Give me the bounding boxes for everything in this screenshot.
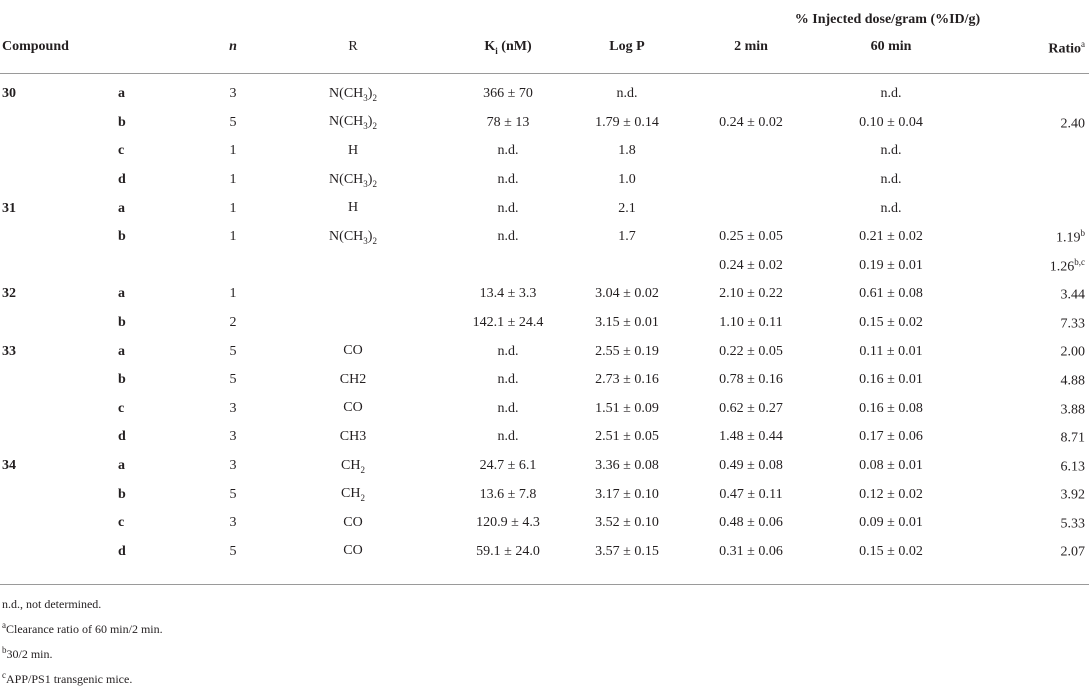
footnote: $^b$30/2 min.	[2, 645, 53, 661]
cell-compound	[0, 509, 118, 538]
cell-logp: 3.17 ± 0.10	[595, 486, 659, 502]
table-row	[0, 480, 1089, 509]
cell-ratio: 2.07	[1060, 545, 1085, 561]
footnote: $^c$APP/PS1 transgenic mice.	[2, 670, 133, 686]
cell-r: $CH_2$	[341, 486, 365, 503]
cell-n: 3	[208, 74, 258, 109]
cell-60min: 0.19 ± 0.01	[859, 257, 923, 273]
cell-r	[258, 252, 448, 281]
cell-2min	[686, 74, 816, 109]
cell-60min: 0.21 ± 0.02	[859, 229, 923, 245]
cell-60min: n.d.	[880, 143, 902, 159]
cell-60min: 0.16 ± 0.01	[859, 372, 923, 388]
cell-2min: 0.47 ± 0.11	[719, 486, 783, 502]
header-row-group	[0, 0, 1089, 31]
header-2min: 2 min	[734, 39, 768, 54]
cell-ratio: 5.33	[1060, 516, 1085, 532]
cell-2min: 0.78 ± 0.16	[719, 372, 783, 388]
cell-r: $CH_2$	[341, 457, 365, 475]
cell-letter: c	[118, 143, 125, 159]
table-row	[0, 166, 1089, 195]
cell-n: 2	[229, 315, 237, 331]
cell-n	[208, 252, 258, 281]
cell-logp: 1.51 ± 0.09	[595, 400, 659, 416]
cell-r: CO	[343, 343, 363, 359]
cell-2min	[686, 166, 816, 195]
cell-compound	[0, 395, 118, 424]
cell-letter	[118, 252, 208, 281]
header-60min: 60 min	[870, 39, 912, 54]
cell-compound: 31	[2, 200, 16, 216]
cell-letter: b	[118, 114, 126, 130]
table-row	[0, 280, 1089, 309]
header-ki: $K_i$ (nM)	[484, 39, 532, 56]
table-bottom-rule	[0, 584, 1089, 585]
cell-n: 1	[229, 172, 237, 188]
table-row	[0, 366, 1089, 395]
cell-r: CO	[343, 400, 363, 416]
cell-logp: 3.36 ± 0.08	[595, 458, 659, 474]
cell-60min: 0.09 ± 0.01	[859, 515, 923, 531]
cell-logp	[568, 252, 686, 281]
cell-letter: c	[118, 400, 125, 416]
cell-60min: 0.16 ± 0.08	[859, 400, 923, 416]
cell-logp: 1.79 ± 0.14	[595, 114, 659, 130]
cell-letter: b	[118, 486, 126, 502]
cell-r	[258, 280, 448, 309]
cell-compound	[0, 166, 118, 195]
cell-ki: 142.1 ± 24.4	[472, 315, 544, 331]
cell-ratio: 8.71	[1060, 430, 1085, 446]
cell-letter: a	[118, 200, 125, 216]
cell-ki: n.d.	[497, 400, 519, 416]
table-row	[0, 452, 1089, 481]
cell-logp: 2.51 ± 0.05	[595, 429, 659, 445]
cell-r: CH2	[339, 371, 367, 387]
cell-compound: 33	[2, 343, 16, 359]
table-body	[0, 74, 1089, 567]
cell-ratio	[966, 74, 1089, 109]
cell-2min	[686, 137, 816, 166]
cell-letter: b	[118, 372, 126, 388]
cell-n: 5	[229, 372, 237, 388]
cell-letter: d	[118, 543, 126, 559]
cell-compound	[0, 252, 118, 281]
cell-r: H	[347, 143, 359, 159]
cell-logp: 2.55 ± 0.19	[595, 343, 659, 359]
cell-ki: 120.9 ± 4.3	[476, 515, 540, 531]
cell-2min: 0.24 ± 0.02	[719, 257, 783, 273]
cell-compound	[0, 309, 118, 338]
cell-logp: 3.15 ± 0.01	[595, 315, 659, 331]
cell-logp: 3.57 ± 0.15	[595, 543, 659, 559]
cell-compound	[0, 366, 118, 395]
cell-compound	[0, 538, 118, 567]
cell-ki: n.d.	[497, 200, 519, 216]
cell-letter: a	[118, 458, 125, 474]
cell-2min: 0.31 ± 0.06	[719, 543, 783, 559]
table-row	[0, 74, 1089, 109]
header-row	[0, 31, 1089, 74]
cell-n: 5	[229, 343, 237, 359]
cell-ki: 366 ± 70	[448, 74, 568, 109]
cell-r: CO	[343, 543, 363, 559]
cell-ratio: 1.19$^b$	[1056, 227, 1085, 246]
cell-r: $N(CH_3)_2$	[329, 228, 377, 246]
cell-2min: 1.10 ± 0.11	[719, 315, 783, 331]
cell-60min: 0.15 ± 0.02	[859, 543, 923, 559]
cell-logp: n.d.	[568, 74, 686, 109]
cell-logp: 1.7	[618, 229, 636, 245]
cell-letter: c	[118, 515, 125, 531]
cell-letter: d	[118, 429, 126, 445]
cell-r: CH3	[339, 429, 367, 445]
cell-logp: 1.8	[618, 143, 636, 159]
cell-ratio	[966, 194, 1089, 223]
cell-n: 1	[229, 143, 237, 159]
cell-2min: 0.25 ± 0.05	[719, 229, 783, 245]
cell-2min: 0.24 ± 0.02	[719, 114, 783, 130]
cell-ki: n.d.	[497, 372, 519, 388]
header-logp: Log P	[609, 39, 645, 54]
cell-60min: 0.15 ± 0.02	[859, 315, 923, 331]
cell-2min: 0.49 ± 0.08	[719, 458, 783, 474]
cell-letter: b	[118, 229, 126, 245]
cell-ki: 59.1 ± 24.0	[476, 543, 540, 559]
cell-2min: 0.48 ± 0.06	[719, 515, 783, 531]
cell-ratio: 3.92	[1060, 487, 1085, 503]
cell-r: $N(CH_3)_2$	[329, 171, 377, 189]
cell-compound	[0, 480, 118, 509]
cell-60min: 0.61 ± 0.08	[859, 286, 923, 302]
footnote: $^a$Clearance ratio of 60 min/2 min.	[2, 620, 163, 636]
cell-n: 3	[229, 515, 237, 531]
cell-ki: 13.6 ± 7.8	[479, 486, 537, 502]
cell-ratio: 2.00	[1060, 344, 1085, 360]
table-row	[0, 137, 1089, 166]
cell-ratio: 1.26$^{b,c}$	[1049, 256, 1085, 275]
cell-ki: n.d.	[497, 343, 519, 359]
header-ratio: Ratio$^a$	[1048, 39, 1085, 57]
cell-60min: n.d.	[880, 172, 902, 188]
cell-logp: 3.04 ± 0.02	[595, 286, 659, 302]
cell-ratio: 2.40	[1060, 116, 1085, 132]
cell-60min: n.d.	[816, 74, 966, 109]
cell-ratio	[966, 166, 1089, 195]
cell-r: $N(CH_3)_2$	[258, 74, 448, 109]
cell-ratio: 3.88	[1060, 402, 1085, 418]
table-row	[0, 509, 1089, 538]
cell-logp: 1.0	[618, 172, 636, 188]
cell-r: CO	[343, 514, 363, 530]
cell-compound: 32	[2, 286, 16, 302]
header-compound: Compound	[2, 39, 69, 54]
cell-60min: 0.12 ± 0.02	[859, 486, 923, 502]
table-row	[0, 423, 1089, 452]
cell-letter: b	[118, 315, 126, 331]
cell-2min: 2.10 ± 0.22	[719, 286, 783, 302]
cell-ki: n.d.	[497, 172, 519, 188]
cell-letter: a	[118, 286, 125, 302]
cell-n: 5	[229, 543, 237, 559]
cell-n: 5	[229, 114, 237, 130]
cell-r: $N(CH_3)_2$	[329, 114, 377, 132]
header-r: R	[348, 39, 358, 54]
cell-compound	[0, 223, 118, 252]
cell-2min: 0.22 ± 0.05	[719, 343, 783, 359]
cell-n: 1	[229, 229, 237, 245]
cell-ratio	[966, 137, 1089, 166]
cell-letter: d	[118, 172, 126, 188]
cell-n: 3	[229, 458, 237, 474]
footnote: n.d., not determined.	[2, 597, 102, 611]
cell-logp: 2.73 ± 0.16	[595, 372, 659, 388]
cell-ki: n.d.	[497, 229, 519, 245]
cell-r	[258, 309, 448, 338]
header-group-label: % Injected dose/gram (%ID/g)	[794, 12, 981, 27]
cell-60min: 0.17 ± 0.06	[859, 429, 923, 445]
cell-60min: 0.10 ± 0.04	[859, 114, 923, 130]
cell-n: 5	[229, 486, 237, 502]
cell-compound	[0, 109, 118, 138]
cell-60min: n.d.	[880, 200, 902, 216]
cell-letter: a	[118, 343, 125, 359]
header-n: n	[229, 39, 237, 54]
cell-compound: 34	[2, 458, 16, 474]
cell-ki: 24.7 ± 6.1	[479, 458, 537, 474]
cell-ratio: 3.44	[1060, 287, 1085, 303]
cell-logp: 3.52 ± 0.10	[595, 515, 659, 531]
cell-compound: 30	[0, 74, 118, 109]
table-row	[0, 223, 1089, 252]
cell-ratio: 6.13	[1060, 459, 1085, 475]
table-row	[0, 538, 1089, 567]
cell-n: 1	[229, 286, 237, 302]
cell-ki: n.d.	[497, 429, 519, 445]
table-row	[0, 252, 1089, 281]
table-row	[0, 309, 1089, 338]
cell-ratio: 4.88	[1060, 373, 1085, 389]
cell-2min: 1.48 ± 0.44	[719, 429, 783, 445]
cell-n: 3	[229, 429, 237, 445]
cell-2min: 0.62 ± 0.27	[719, 400, 783, 416]
cell-n: 3	[229, 400, 237, 416]
table-row	[0, 337, 1089, 366]
cell-ki: 78 ± 13	[486, 114, 530, 130]
cell-2min	[686, 194, 816, 223]
cell-logp: 2.1	[618, 200, 636, 216]
cell-ki: n.d.	[497, 143, 519, 159]
cell-ratio: 7.33	[1060, 316, 1085, 332]
cell-r: H	[347, 200, 359, 216]
cell-ki	[448, 252, 568, 281]
table-row	[0, 194, 1089, 223]
cell-compound	[0, 137, 118, 166]
cell-letter: a	[118, 74, 208, 109]
cell-compound	[0, 423, 118, 452]
cell-n: 1	[229, 200, 237, 216]
cell-60min: 0.11 ± 0.01	[859, 343, 923, 359]
cell-ki: 13.4 ± 3.3	[479, 286, 537, 302]
footnotes	[2, 590, 163, 690]
cell-60min: 0.08 ± 0.01	[859, 458, 923, 474]
table-row	[0, 395, 1089, 424]
table-row	[0, 109, 1089, 138]
